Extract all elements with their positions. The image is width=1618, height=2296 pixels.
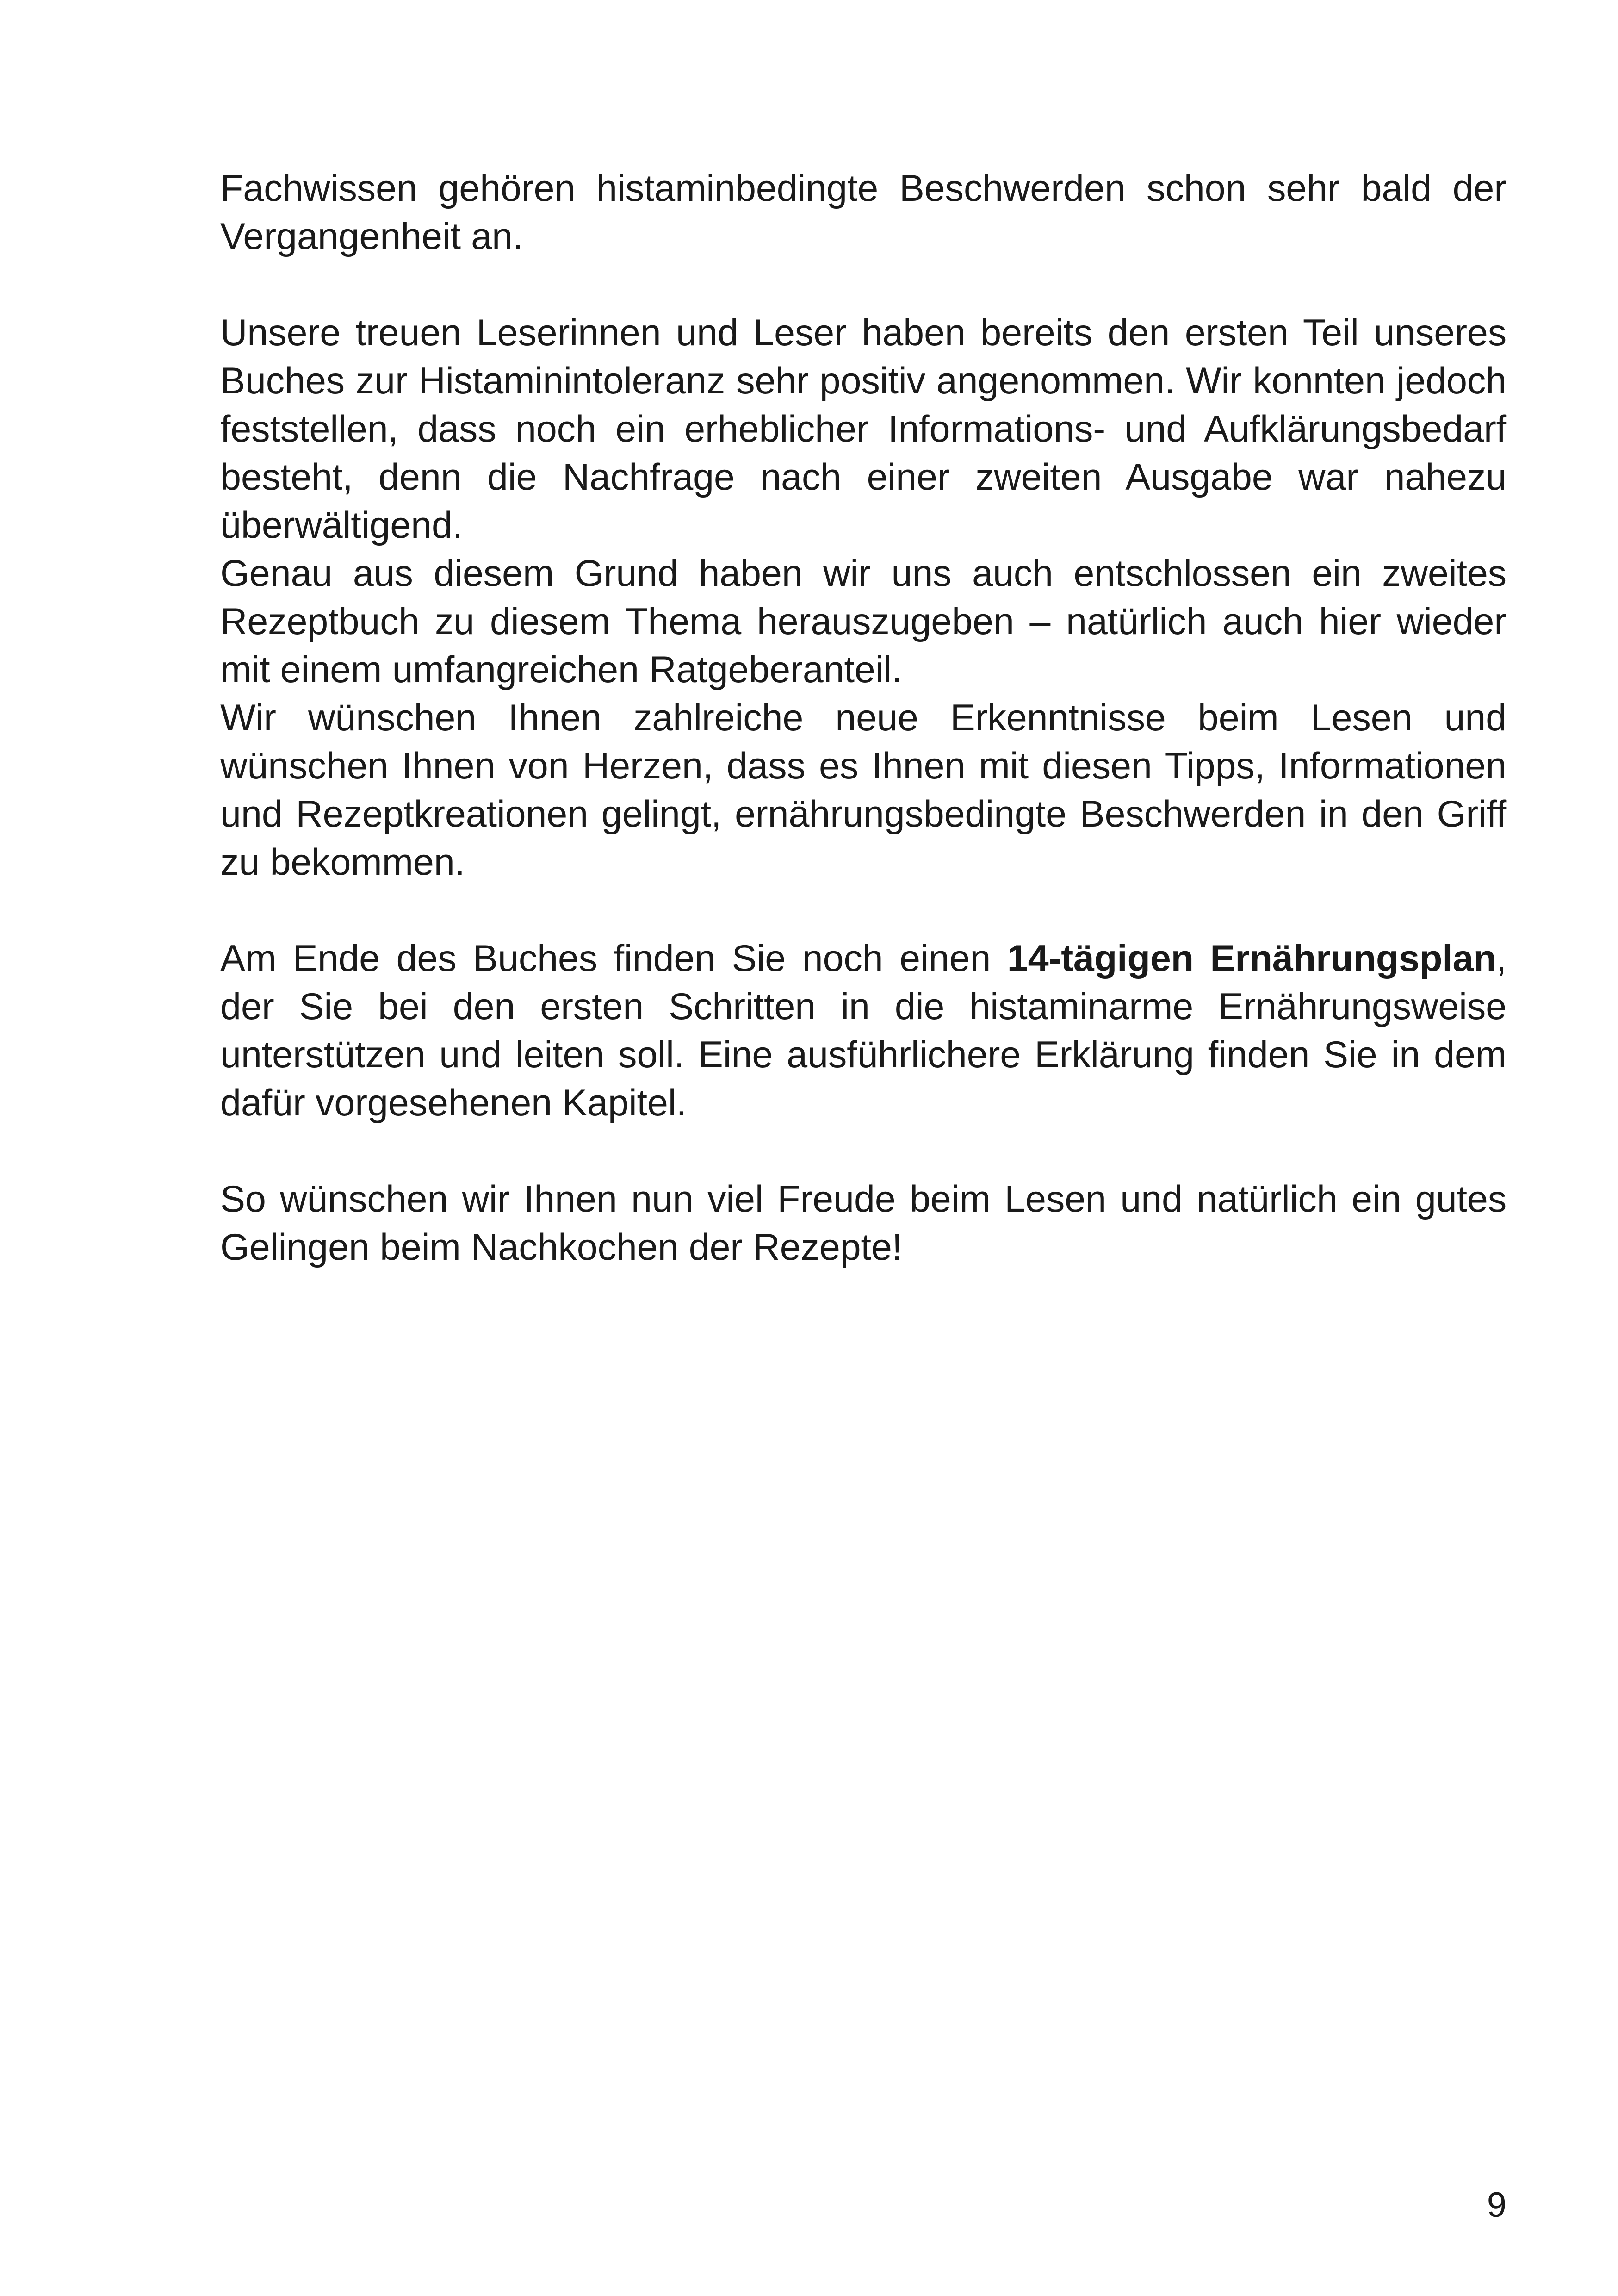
paragraph-nutrition-plan xyxy=(220,934,1506,1127)
nutrition-plan-text-before: Am Ende des Buches finden Sie noch einen xyxy=(220,938,1007,979)
paragraph-closing-wishes: So wünschen wir Ihnen nun viel Freude beim Lesen und natürlich ein gutes Gelingen beim Nachkochen der Rezepte! xyxy=(220,1178,1506,1268)
nutrition-plan-term: 14-tägigen Ernährungsplan xyxy=(1007,938,1496,979)
paragraph-readers-feedback: Unsere treuen Leserinnen und Leser haben bereits den ersten Teil unseres Buches zur Histaminintoleranz sehr positiv angenommen. Wir konnten jedoch feststellen, dass noch ein erheblicher Informations- und Aufklärungsbedarf besteht, denn die Nachfrage nach einer zweiten Ausgabe war nahezu überwältigend. xyxy=(220,312,1506,546)
page-number: 9 xyxy=(1487,2185,1506,2225)
page-body-text xyxy=(220,164,1506,1271)
paragraph-wishes: Wir wünschen Ihnen zahlreiche neue Erkenntnisse beim Lesen und wünschen Ihnen von Herzen, dass es Ihnen mit diesen Tipps, Informationen und Rezeptkreationen gelingt, ernährungsbedingte Beschwerden in den Griff zu bekommen. xyxy=(220,697,1506,883)
paragraph-intro-continuation: Fachwissen gehören histaminbedingte Beschwerden schon sehr bald der Vergangenheit an. xyxy=(220,168,1506,257)
nutrition-plan-text-after: , der Sie bei den ersten Schritten in die histaminarme Ernährungsweise unterstützen und leiten soll. Eine ausführlichere Erklärung finden Sie in dem dafür vorgesehenen Kapitel. xyxy=(220,938,1506,1124)
paragraph-second-book: Genau aus diesem Grund haben wir uns auch entschlossen ein zweites Rezeptbuch zu diesem Thema herauszugeben – natürlich auch hier wieder mit einem umfangreichen Ratgeberanteil. xyxy=(220,553,1506,691)
